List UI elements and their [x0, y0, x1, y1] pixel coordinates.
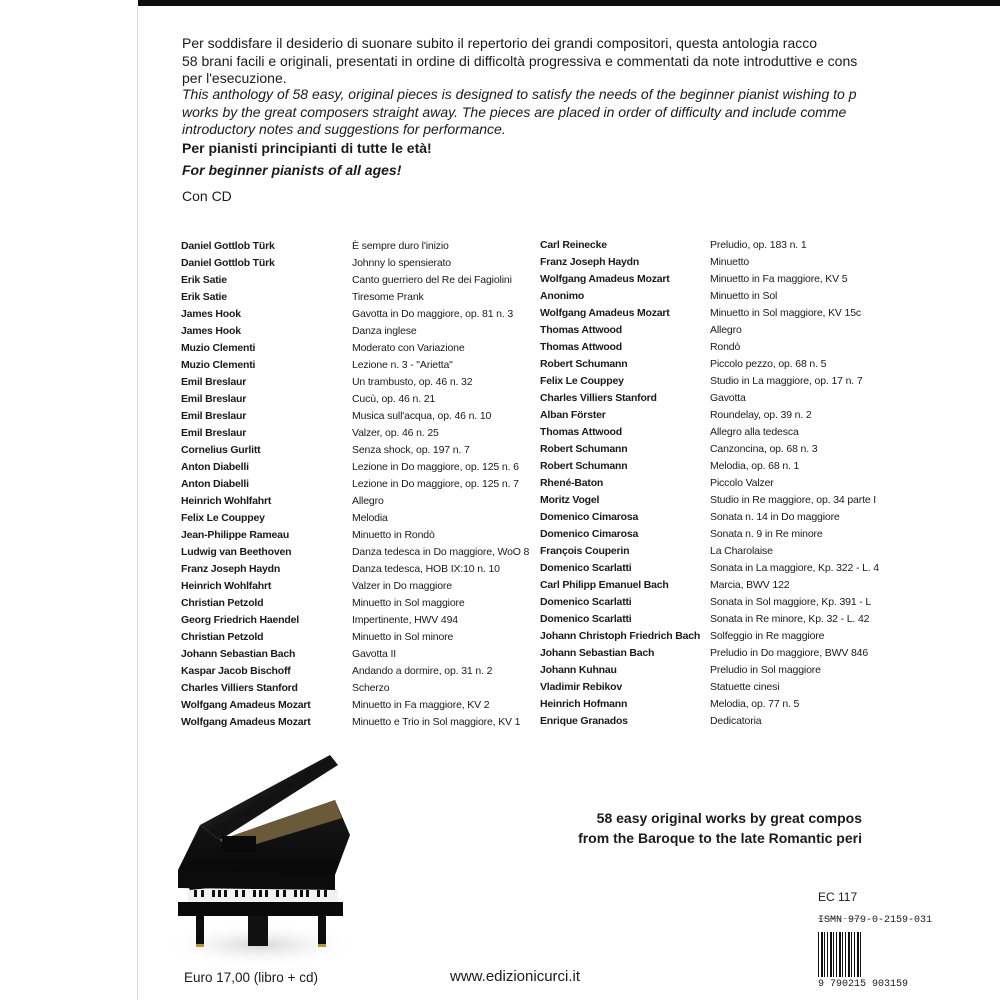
piece-title: Minuetto: [710, 256, 750, 268]
composer-name: Felix Le Couppey: [181, 512, 265, 524]
composer-name: Georg Friedrich Haendel: [181, 614, 299, 626]
piece-title: Valzer in Do maggiore: [352, 580, 452, 592]
piece-title: Gavotta II: [352, 648, 397, 660]
piece-title: Gavotta in Do maggiore, op. 81 n. 3: [352, 308, 514, 320]
composer-name: Johann Kuhnau: [540, 664, 617, 676]
composer-name: Muzio Clementi: [181, 359, 256, 371]
composer-name: Robert Schumann: [540, 358, 628, 370]
piece-title: Studio in La maggiore, op. 17 n. 7: [710, 375, 863, 387]
composer-name: Charles Villiers Stanford: [181, 682, 298, 694]
piece-title: Preludio in Sol maggiore: [710, 664, 821, 676]
piece-title: Minuetto in Sol maggiore, KV 15c: [710, 307, 862, 319]
composer-name: Erik Satie: [181, 274, 227, 286]
intro-english-line: This anthology of 58 easy, original pieces is designed to satisfy the needs of the beginner pianist wishing to p: [182, 86, 857, 102]
grand-piano-image: [160, 740, 360, 970]
page-left-edge: [137, 6, 138, 1000]
intro-italian: [182, 35, 982, 88]
piece-title: Solfeggio in Re maggiore: [710, 630, 825, 642]
tagline-line-1: 58 easy original works by great compos: [596, 810, 862, 826]
piece-title: Minuetto in Rondò: [352, 529, 435, 541]
piece-title: Allegro alla tedesca: [710, 426, 799, 438]
piece-title: La Charolaise: [710, 545, 773, 557]
piece-title: Preludio in Do maggiore, BWV 846: [710, 647, 869, 659]
composer-name: Emil Breslaur: [181, 410, 247, 422]
top-border-bar: [138, 0, 1000, 6]
composer-name: Wolfgang Amadeus Mozart: [181, 716, 311, 728]
composer-name: Heinrich Wohlfahrt: [181, 495, 272, 507]
composer-name: Rhené-Baton: [540, 477, 604, 489]
piece-title: Sonata in Re minore, Kp. 32 - L. 42: [710, 613, 870, 625]
piece-title: Rondò: [710, 341, 741, 353]
barcode: [818, 910, 933, 990]
composer-name: Johann Sebastian Bach: [540, 647, 655, 659]
right-title-column: [710, 237, 879, 730]
composer-name: Domenico Scarlatti: [540, 562, 632, 574]
composer-name: Felix Le Couppey: [540, 375, 624, 387]
composer-name: Ludwig van Beethoven: [181, 546, 292, 558]
piece-title: Andando a dormire, op. 31 n. 2: [352, 665, 493, 677]
piece-title: Minuetto in Fa maggiore, KV 2: [352, 699, 490, 711]
piece-title: Moderato con Variazione: [352, 342, 465, 354]
composer-name: Domenico Cimarosa: [540, 528, 639, 540]
tagline-line-2: from the Baroque to the late Romantic peri: [578, 830, 862, 846]
composer-name: Alban Förster: [540, 409, 606, 421]
left-composer-column: [181, 238, 311, 731]
publisher-website: www.edizionicurci.it: [450, 968, 581, 985]
intro-english-line: introductory notes and suggestions for performance.: [182, 121, 506, 137]
composer-name: Jean-Philippe Rameau: [181, 529, 290, 541]
piece-title: Sonata n. 9 in Re minore: [710, 528, 823, 540]
composer-name: François Couperin: [540, 545, 630, 557]
piece-title: Sonata in La maggiore, Kp. 322 - L. 4: [710, 562, 879, 574]
intro-italian-line: per l'esecuzione.: [182, 70, 287, 86]
piece-title: Lezione n. 3 - "Arietta": [352, 359, 453, 371]
piece-title: Cucù, op. 46 n. 21: [352, 393, 436, 405]
composer-name: James Hook: [181, 308, 241, 320]
composer-name: James Hook: [181, 325, 241, 337]
composer-name: Anonimo: [540, 290, 585, 302]
ismn-text: ISMN 979-0-2159-031: [818, 915, 933, 926]
catalog-code: EC 117: [818, 890, 858, 904]
piece-title: Melodia, op. 77 n. 5: [710, 698, 800, 710]
composer-name: Carl Reinecke: [540, 239, 607, 251]
piece-title: Statuette cinesi: [710, 681, 780, 693]
intro-italian-line: 58 brani facili e originali, presentati in ordine di difficoltà progressiva e commentati da note introduttive e cons: [182, 52, 858, 69]
composer-name: Enrique Granados: [540, 715, 628, 727]
heading-italian: Per pianisti principianti di tutte le età!: [182, 140, 432, 156]
composer-name: Franz Joseph Haydn: [540, 256, 640, 268]
piece-title: Piccolo Valzer: [710, 477, 774, 489]
piece-title: Preludio, op. 183 n. 1: [710, 239, 807, 251]
composer-name: Wolfgang Amadeus Mozart: [181, 699, 311, 711]
composer-name: Muzio Clementi: [181, 342, 256, 354]
composer-name: Johann Sebastian Bach: [181, 648, 296, 660]
piece-title: Marcia, BWV 122: [710, 579, 790, 591]
composer-name: Daniel Gottlob Türk: [181, 240, 275, 252]
piece-title: Canto guerriero del Re dei Fagiolini: [352, 274, 512, 286]
composer-name: Robert Schumann: [540, 443, 628, 455]
composer-name: Vladimir Rebikov: [540, 681, 622, 693]
composer-name: Domenico Cimarosa: [540, 511, 639, 523]
composer-name: Cornelius Gurlitt: [181, 444, 261, 456]
piece-title: Danza inglese: [352, 325, 417, 337]
composer-name: Wolfgang Amadeus Mozart: [540, 273, 670, 285]
piece-title: Minuetto in Sol: [710, 290, 778, 302]
piece-title: Gavotta: [710, 392, 746, 404]
piece-title: Sonata in Sol maggiore, Kp. 391 - L: [710, 596, 872, 608]
composer-name: Robert Schumann: [540, 460, 628, 472]
piece-title: Danza tedesca, HOB IX:10 n. 10: [352, 563, 500, 575]
composer-name: Domenico Scarlatti: [540, 596, 632, 608]
composer-name: Johann Christoph Friedrich Bach: [540, 630, 701, 642]
left-title-column: [352, 238, 529, 731]
composer-name: Daniel Gottlob Türk: [181, 257, 275, 269]
piece-title: Melodia, op. 68 n. 1: [710, 460, 800, 472]
barcode-bars: [818, 932, 862, 977]
composer-name: Christian Petzold: [181, 631, 264, 643]
heading-english: For beginner pianists of all ages!: [182, 162, 402, 178]
composer-name: Thomas Attwood: [540, 341, 622, 353]
piece-title: Allegro: [352, 495, 384, 507]
composer-name: Wolfgang Amadeus Mozart: [540, 307, 670, 319]
composer-name: Emil Breslaur: [181, 427, 247, 439]
piece-title: Lezione in Do maggiore, op. 125 n. 6: [352, 461, 519, 473]
barcode-number: 9 790215 903159: [818, 979, 909, 990]
composer-name: Anton Diabelli: [181, 478, 249, 490]
intro-italian-line: Per soddisfare il desiderio di suonare subito il repertorio dei grandi compositori, questa antologia racco: [182, 35, 818, 51]
piece-title: Piccolo pezzo, op. 68 n. 5: [710, 358, 827, 370]
composer-name: Erik Satie: [181, 291, 227, 303]
composer-name: Domenico Scarlatti: [540, 613, 632, 625]
composer-name: Carl Philipp Emanuel Bach: [540, 579, 669, 591]
composer-name: Franz Joseph Haydn: [181, 563, 281, 575]
piece-title: Valzer, op. 46 n. 25: [352, 427, 439, 439]
piece-title: Johnny lo spensierato: [352, 257, 451, 269]
with-cd-label: Con CD: [182, 188, 232, 204]
piece-title: Musica sull'acqua, op. 46 n. 10: [352, 410, 492, 422]
composer-name: Charles Villiers Stanford: [540, 392, 657, 404]
composer-name: Thomas Attwood: [540, 426, 622, 438]
piece-title: È sempre duro l'inizio: [352, 240, 449, 252]
right-composer-column: [540, 237, 700, 730]
piece-title: Dedicatoria: [710, 715, 762, 727]
piece-title: Allegro: [710, 324, 742, 336]
piece-title: Minuetto in Sol minore: [352, 631, 454, 643]
piece-title: Senza shock, op. 197 n. 7: [352, 444, 470, 456]
composer-name: Christian Petzold: [181, 597, 264, 609]
piece-title: Scherzo: [352, 682, 390, 694]
piece-title: Minuetto in Fa maggiore, KV 5: [710, 273, 848, 285]
composer-name: Heinrich Wohlfahrt: [181, 580, 272, 592]
composer-name: Emil Breslaur: [181, 393, 247, 405]
piece-title: Minuetto e Trio in Sol maggiore, KV 1: [352, 716, 521, 728]
piece-title: Canzoncina, op. 68 n. 3: [710, 443, 818, 455]
piece-title: Sonata n. 14 in Do maggiore: [710, 511, 840, 523]
composer-name: Thomas Attwood: [540, 324, 622, 336]
intro-english: [182, 86, 982, 139]
composer-name: Heinrich Hofmann: [540, 698, 628, 710]
piece-title: Minuetto in Sol maggiore: [352, 597, 465, 609]
piece-title: Studio in Re maggiore, op. 34 parte I: [710, 494, 877, 506]
piece-title: Lezione in Do maggiore, op. 125 n. 7: [352, 478, 519, 490]
piece-title: Melodia: [352, 512, 388, 524]
piece-title: Impertinente, HWV 494: [352, 614, 458, 626]
piece-title: Tiresome Prank: [352, 291, 424, 303]
composer-name: Anton Diabelli: [181, 461, 249, 473]
composer-name: Kaspar Jacob Bischoff: [181, 665, 291, 677]
piece-title: Un trambusto, op. 46 n. 32: [352, 376, 473, 388]
price-label: Euro 17,00 (libro + cd): [184, 970, 318, 985]
intro-english-line: works by the great composers straight away. The pieces are placed in order of difficulty and include comme: [182, 103, 847, 120]
piece-title: Roundelay, op. 39 n. 2: [710, 409, 812, 421]
composer-name: Moritz Vogel: [540, 494, 600, 506]
piece-title: Danza tedesca in Do maggiore, WoO 8: [352, 546, 530, 558]
composer-name: Emil Breslaur: [181, 376, 247, 388]
